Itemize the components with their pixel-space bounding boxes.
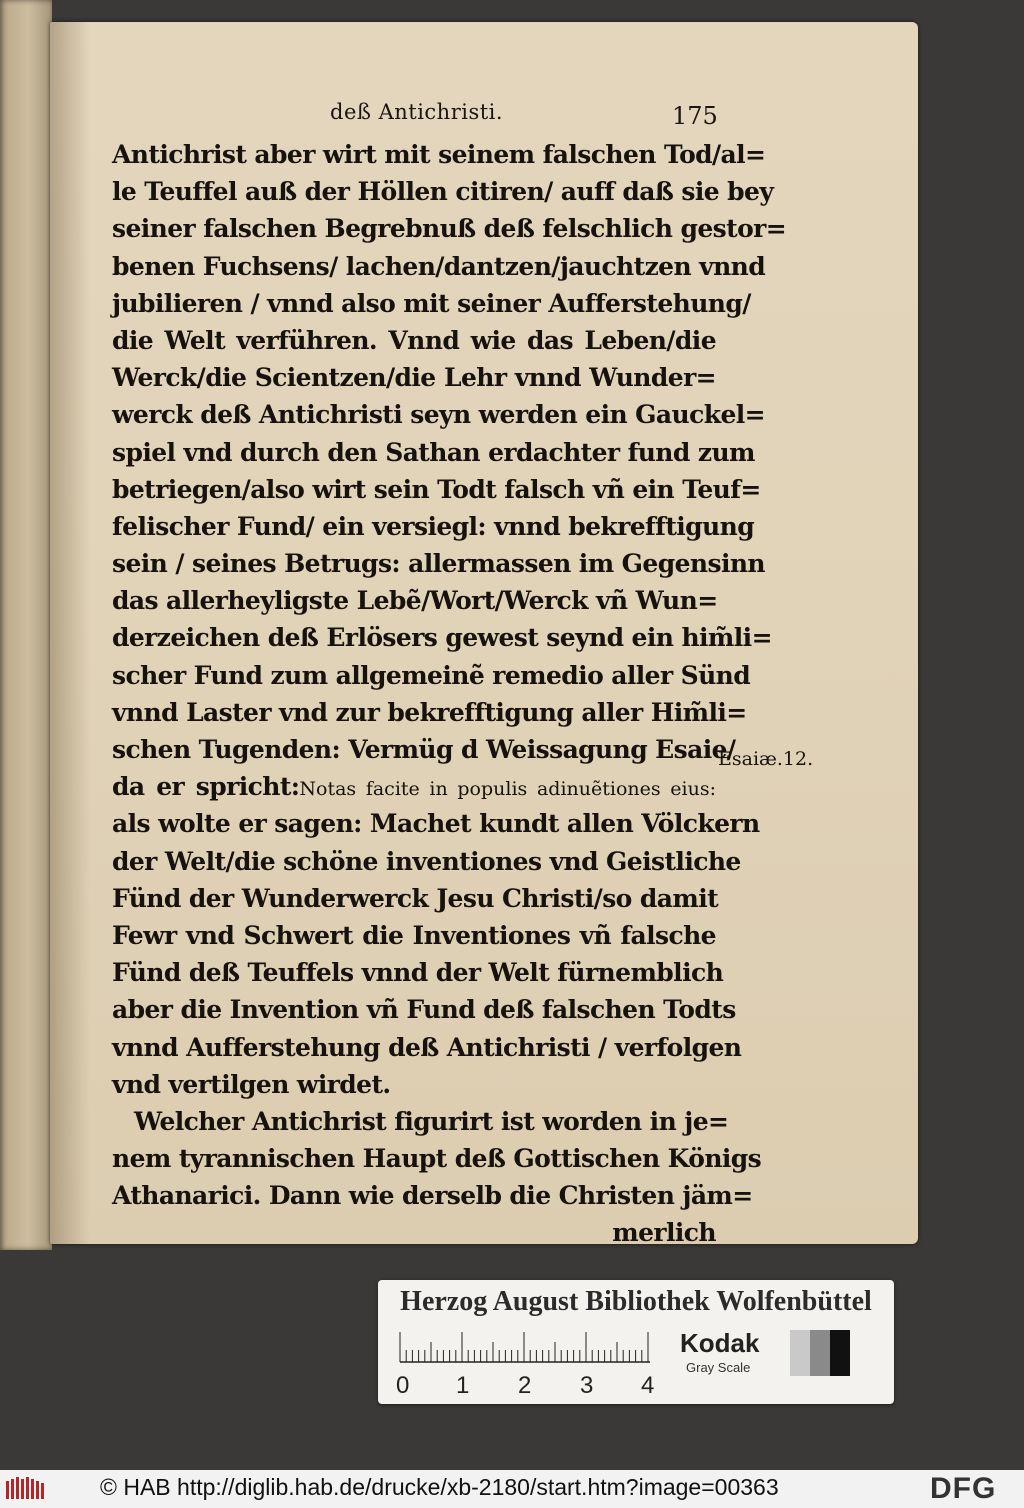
text-line: derzeichen deß Erlösers gewest seynd ein him̃li= <box>112 623 772 653</box>
text-line-latin-quote <box>112 768 716 805</box>
text-line: le Teuffel auß der Höllen citiren/ auff daß sie bey <box>112 177 774 207</box>
text-line: Fewr vnd Schwert die Inventiones vñ falsche <box>112 920 716 950</box>
text-line: schen Tugenden: Vermüg d Weissagung Esaie/ <box>112 735 736 764</box>
gray-swatch-mid <box>810 1330 830 1376</box>
text-line: nem tyrannischen Haupt deß Gottischen Königs <box>112 1144 762 1174</box>
text-line: Antichrist aber wirt mit seinem falschen Tod/al= <box>112 140 766 169</box>
page-number: 175 <box>672 102 718 130</box>
page-gutter-shadow <box>50 22 90 1244</box>
marginal-note: Esaiæ.12. <box>718 748 814 770</box>
catchword: merlich <box>612 1218 716 1248</box>
gray-swatch-light <box>790 1330 810 1376</box>
text-line: benen Fuchsens/ lachen/dantzen/jauchtzen vnnd <box>112 251 766 281</box>
text-line: der Welt/die schöne inventiones vnd Geistliche <box>112 846 741 876</box>
running-head: deß Antichristi. <box>330 100 504 124</box>
text-line: Werck/die Scientzen/die Lehr vnnd Wunder= <box>112 363 716 393</box>
text-line: vnnd Aufferstehung deß Antichristi / verfolgen <box>112 1032 742 1062</box>
text-line: jubilieren / vnnd also mit seiner Aufferstehung/ <box>112 288 751 318</box>
text-line: Fünd deß Teuffels vnnd der Welt fürnemblich <box>112 958 724 988</box>
text-line: felischer Fund/ ein versiegl: vnnd bekrefftigung <box>112 511 755 541</box>
library-label-card <box>378 1280 894 1404</box>
footer-credit <box>100 1474 779 1501</box>
text-line: die Welt verführen. Vnnd wie das Leben/die <box>112 325 716 355</box>
ruler-scale <box>400 1328 650 1362</box>
hab-logo-icon <box>6 1477 46 1501</box>
gray-scale-label: Gray Scale <box>686 1360 751 1375</box>
ruler-number: 0 <box>396 1372 410 1399</box>
gray-swatch-dark <box>830 1330 850 1376</box>
ruler-number: 2 <box>518 1372 532 1399</box>
text-line: sein / seines Betrugs: allermassen im Gegensinn <box>112 549 766 579</box>
text-line: werck deß Antichristi seyn werden ein Gauckel= <box>112 400 765 430</box>
footer-bar <box>0 1470 1024 1508</box>
ruler-number: 4 <box>641 1372 655 1399</box>
text-line: scher Fund zum allgemeinẽ remedio aller Sünd <box>112 660 751 690</box>
ruler-number: 3 <box>580 1372 594 1399</box>
dfg-logo: DFG <box>930 1472 997 1505</box>
ruler-number: 1 <box>456 1372 470 1399</box>
copyright-text: © HAB <box>100 1474 171 1500</box>
kodak-brand: Kodak <box>680 1328 760 1358</box>
text-line: als wolte er sagen: Machet kundt allen Völckern <box>112 809 760 839</box>
library-label-title: Herzog August Bibliothek Wolfenbüttel <box>400 1286 872 1317</box>
text-line: Athanarici. Dann wie derselb die Christen jäm= <box>112 1181 753 1211</box>
text-line: seiner falschen Begrebnuß deß felschlich gestor= <box>112 214 787 244</box>
text-line: vnnd Laster vnd zur bekrefftigung aller Him̃li= <box>112 697 747 727</box>
text-line: spiel vnd durch den Sathan erdachter fund zum <box>112 437 755 467</box>
text-line: das allerheyligste Lebẽ/Wort/Werck vñ Wun= <box>112 586 718 616</box>
latin-quote: Notas facite in populis adinuẽtiones eius: <box>299 778 716 801</box>
text-line: vnd vertilgen wirdet. <box>112 1069 391 1099</box>
previous-page-edge <box>0 0 52 1250</box>
latin-line-prefix: da er spricht: <box>112 772 300 802</box>
text-line: Welcher Antichrist figurirt ist worden in je= <box>134 1106 729 1136</box>
source-url-link[interactable]: http://diglib.hab.de/drucke/xb-2180/start.htm?image=00363 <box>177 1474 779 1500</box>
text-line: betriegen/also wirt sein Todt falsch vñ ein Teuf= <box>112 474 761 504</box>
text-line: aber die Invention vñ Fund deß falschen Todts <box>112 995 736 1025</box>
text-line: Fünd der Wunderwerck Jesu Christi/so damit <box>112 883 719 913</box>
